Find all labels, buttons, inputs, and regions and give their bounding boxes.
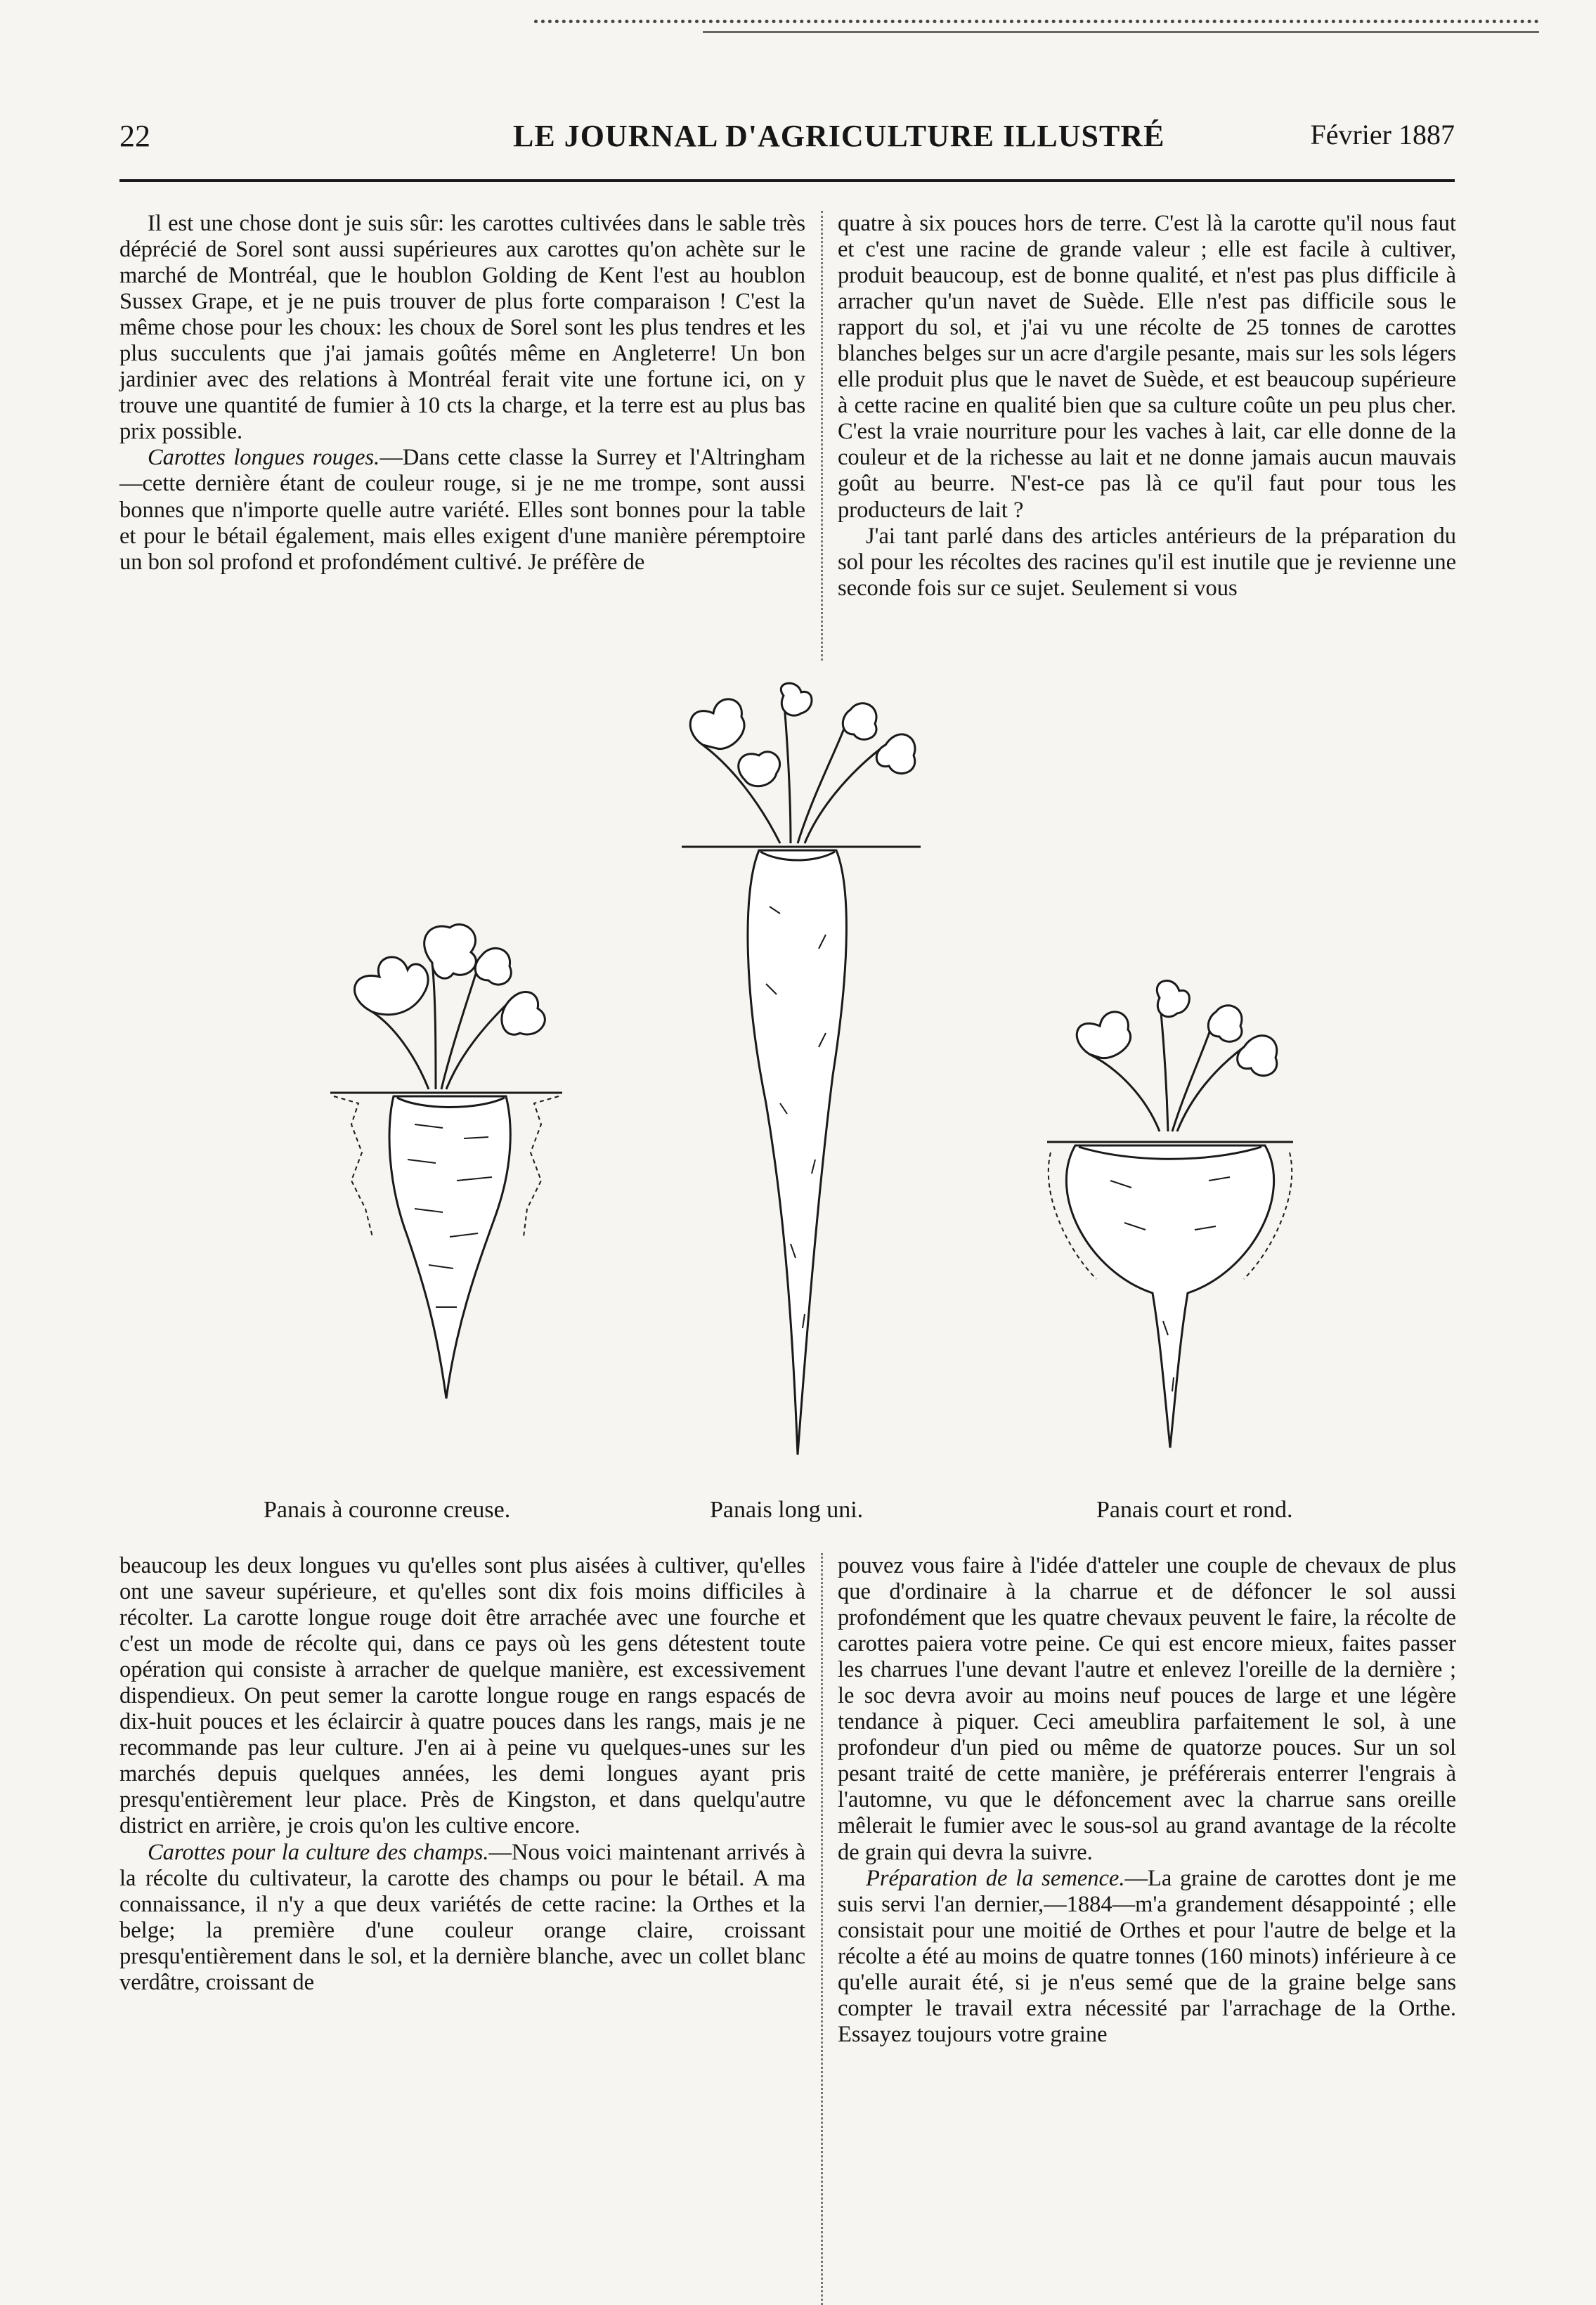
paragraph: [119, 445, 805, 575]
parsnip-long-smooth-illustration: [675, 682, 928, 1462]
column-separator: [821, 211, 823, 661]
section-lead: Carottes pour la culture des champs.: [148, 1839, 489, 1865]
paragraph: Il est une chose dont je suis sûr: les carottes cultivées dans le sable très déprécié de Sorel sont aussi supérieures aux carottes qu'on achète sur le marché de Montréal, que le houblon Golding de Kent l'est au houblon Sussex Grape, et je ne puis trouver de plus forte comparaison ! C'est la même chose pour les choux: les choux de Sorel sont les plus tendres et les plus succulents que j'ai jamais goûtés même en Angleterre! Un bon jardinier avec des relations à Montréal ferait vite une fortune ici, on y trouve une quantité de fumier à 10 cts la charge, et la terre est au plus bas prix possible.: [119, 211, 805, 445]
figure-caption: Panais court et rond.: [1096, 1497, 1293, 1523]
column-separator: [821, 1553, 823, 2305]
paragraph-body: —La graine de carottes dont je me suis servi l'an dernier,—1884—m'a grandement désappointé ; elle consistait pour une moitié de Orthes et pour l'autre de belge et la récolte a été au moins de quatre tonnes (160 minots) inférieure à ce qu'elle aurait été, si je n'eus semé que de la graine belge sans compter le travail extra nécessité par l'arrachage de la Orthe. Essayez toujours votre graine: [838, 1865, 1456, 2047]
section-lead: Carottes longues rouges.: [148, 445, 380, 471]
issue-date: Février 1887: [1310, 119, 1455, 150]
paragraph: quatre à six pouces hors de terre. C'est là la carotte qu'il nous faut et c'est une racine de grande valeur ; elle est facile à cultiver, produit beaucoup, est de bonne qualité, et n'est pas plus difficile à arracher qu'un navet de Suède. Elle n'est pas difficile sous le rapport du sol, et j'ai vu une récolte de 25 tonnes de carottes blanches belges sur un acre d'argile pesante, mais sur les sols légers elle produit plus que le navet de Suède, et est beaucoup supérieure à cette racine en qualité bien que sa culture coûte un peu plus cher. C'est la vraie nourriture pour les vaches à lait, car elle donne de la couleur et de la richesse au lait et ne donne jamais aucun mauvais goût au beurre. N'est-ce pas là ce qu'il faut pour tous les producteurs de lait ?: [838, 211, 1456, 523]
paragraph: J'ai tant parlé dans des articles antérieurs de la préparation du sol pour les récoltes des racines qu'il est inutile que je revienne une seconde fois sur ce sujet. Seulement si vous: [838, 523, 1456, 601]
top-right-column: [838, 211, 1456, 602]
bottom-left-column: [119, 1553, 805, 1996]
section-lead: Préparation de la semence.: [866, 1865, 1125, 1891]
parsnip-short-round-illustration: [1047, 970, 1293, 1455]
figure-caption: Panais à couronne creuse.: [264, 1497, 511, 1523]
paragraph-body: —Dans cette classe la Surrey et l'Altringham—cette dernière étant de couleur rouge, si je ne me trompe, sont aussi bonnes que n'importe quelle autre variété. Elles sont bonnes pour la table et pour le bétail également, mais elles exigent d'une manière péremptoire un bon sol profond et profondément cultivé. Je préfère de: [119, 445, 805, 575]
parsnip-hollow-crown-illustration: [330, 914, 562, 1405]
figure-caption: Panais long uni.: [710, 1497, 864, 1523]
top-left-column: [119, 211, 805, 576]
paragraph: pouvez vous faire à l'idée d'atteler une couple de chevaux de plus que d'ordinaire à la charrue et de défoncer le sol aussi profondément que les quatre chevaux peuvent le faire, la récolte de carottes paiera votre peine. Ce qui est encore mieux, faites passer les charrues l'une devant l'autre et enlevez l'oreille de la dernière ; le soc devra avoir au moins neuf pouces de large et une légère tendance à piquer. Ceci ameublira parfaitement le sol, à une profondeur d'un pied ou même de quatorze pouces. Sur un sol pesant traité de cette manière, je préférerais enterrer l'engrais à l'automne, vu que le défoncement avec la charrue sans oreille mêlerait le fumier avec le sous-sol au grand avantage de la récolte de grain qui devra la suivre.: [838, 1553, 1456, 1865]
paragraph: beaucoup les deux longues vu qu'elles sont plus aisées à cultiver, qu'elles ont une saveur supérieure, et qu'elles sont dix fois moins difficiles à récolter. La carotte longue rouge doit être arrachée avec une fourche et c'est un mode de récolte qui, dans ce pays où les gens détestent toute opération qui consiste à arracher de quelque manière, est excessivement dispendieux. On peut semer la carotte longue rouge en rangs espacés de dix-huit pouces et les éclaircir à quatre pouces dans les rangs, mais je ne recommande pas leur culture. J'en ai à peine vu quelques-unes sur les marchés depuis quelques années, les demi longues ayant pris presqu'entièrement leur place. Près de Kingston, et dans quelqu'autre district en arrière, je crois qu'on les cultive encore.: [119, 1553, 805, 1839]
paragraph: [119, 1840, 805, 1996]
journal-title: LE JOURNAL D'AGRICULTURE ILLUSTRÉ: [513, 119, 1165, 153]
top-dotted-rule: [534, 20, 1539, 23]
top-rule: [703, 31, 1539, 33]
bottom-right-column: [838, 1553, 1456, 2048]
page-number: 22: [119, 119, 150, 153]
page-header: [119, 118, 1455, 157]
header-rule: [119, 179, 1455, 182]
paragraph-body: —Nous voici maintenant arrivés à la récolte du cultivateur, la carotte des champs ou pour le bétail. A ma connaissance, il n'y a que deux variétés de cette racine: la Orthes et la belge; la première d'une couleur orange claire, croissant presqu'entièrement dans le sol, et la dernière blanche, avec un collet blanc verdâtre, croissant de: [119, 1839, 805, 1995]
paragraph: [838, 1866, 1456, 2048]
